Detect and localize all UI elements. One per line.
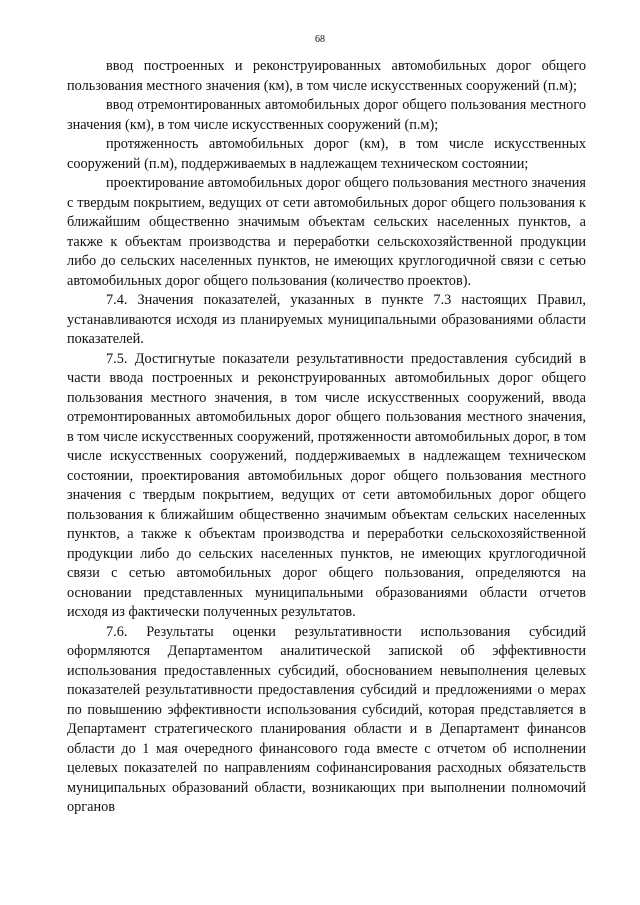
paragraph-road-design-indicator: проектирование автомобильных дорог общего пользования местного значения с твердым покрытием, ведущих от сети автомобильных дорог общего пользования к ближайшим общественно значимым объектам сельских населенных пунктов, а также к объектам производства и переработки сельскохозяйственной продукции либо до сельских населенных пунктов, не имеющих круглогодичной связи с сетью автомобильных дорог общего пользования (количество проектов). bbox=[67, 175, 586, 289]
page-number: 68 bbox=[315, 34, 325, 45]
paragraph-clause-7-4: 7.4. Значения показателей, указанных в пункте 7.3 настоящих Правил, устанавливаются исходя из планируемых муниципальными образованиями области показателей. bbox=[67, 292, 586, 347]
paragraph-clause-7-5: 7.5. Достигнутые показатели результативности предоставления субсидий в части ввода построенных и реконструированных автомобильных дорог общего пользования местного значения, в том числе искусственных сооружений, ввода отремонтированных автомобильных дорог общего пользования местного значения, в том числе искусственных сооружений, протяженности автомобильных дорог, в том числе искусственных сооружений, поддерживаемых в надлежащем техническом состоянии, проектирования автомобильных дорог общего пользования местного значения с твердым покрытием, ведущих от сети автомобильных дорог общего пользования к ближайшим общественно значимым объектам сельских населенных пунктов, а также к объектам производства и переработки сельскохозяйственной продукции либо до сельских населенных пунктов, не имеющих круглогодичной связи с сетью автомобильных дорог общего пользования, определяются на основании представленных муниципальными образованиями области отчетов исходя из фактически полученных результатов. bbox=[67, 350, 586, 620]
paragraph-road-repair-indicator: ввод отремонтированных автомобильных дорог общего пользования местного значения (км), в том числе искусственных сооружений (п.м); bbox=[67, 97, 586, 133]
document-body bbox=[67, 57, 586, 818]
paragraph-road-length-indicator: протяженность автомобильных дорог (км), в том числе искусственных сооружений (п.м), поддерживаемых в надлежащем техническом состоянии; bbox=[67, 136, 586, 172]
paragraph-road-construction-indicator: ввод построенных и реконструированных автомобильных дорог общего пользования местного значения (км), в том числе искусственных сооружений (п.м); bbox=[67, 58, 586, 94]
paragraph-clause-7-6: 7.6. Результаты оценки результативности использования субсидий оформляются Департаментом аналитической запиской об эффективности использования предоставленных субсидий, обоснованием невыполнения целевых показателей результативности предоставления субсидий и предложениями о мерах по повышению эффективности использования субсидий, которая представляется в Департамент стратегического планирования области и в Департамент финансов области до 1 мая очередного финансового года вместе с отчетом об исполнении целевых показателей по направлениям софинансирования расходных обязательств муниципальных образований области, возникающих при выполнении полномочий органов bbox=[67, 623, 586, 815]
